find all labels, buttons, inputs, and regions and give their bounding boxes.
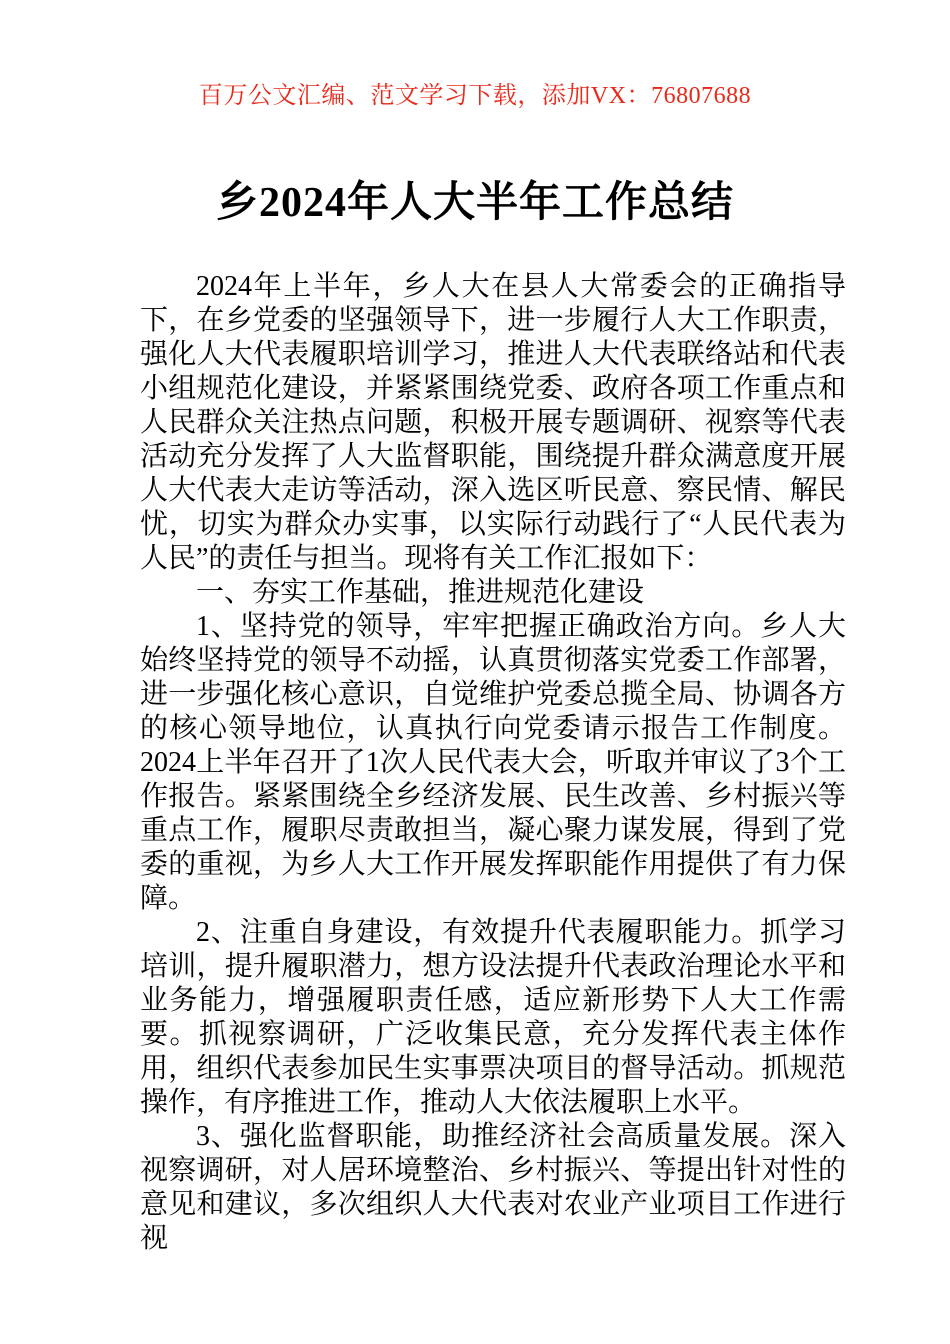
paragraph-point-2: 2、注重自身建设，有效提升代表履职能力。抓学习培训，提升履职潜力，想方设法提升代表政治理论水平和业务能力，增强履职责任感，适应新形势下人大工作需要。抓视察调研，广泛收集民意，充分发挥代表主体作用，组织代表参加民生实事票决项目的督导活动。抓规范操作，有序推进工作，推动人大依法履职上水平。 <box>140 917 846 1118</box>
paragraph-point-1: 1、坚持党的领导，牢牢把握正确政治方向。乡人大始终坚持党的领导不动摇，认真贯彻落实党委工作部署，进一步强化核心意识，自觉维护党委总揽全局、协调各方的核心领导地位，认真执行向党委请示报告工作制度。2024上半年召开了1次人民代表大会，听取并审议了3个工作报告。紧紧围绕全乡经济发展、民生改善、乡村振兴等重点工作，履职尽责敢担当，凝心聚力谋发展，得到了党委的重视，为乡人大工作开展发挥职能作用提供了有力保障。 <box>140 611 846 914</box>
document-title: 乡2024年人大半年工作总结 <box>215 180 734 226</box>
section-heading-1: 一、夯实工作基础，推进规范化建设 <box>196 577 645 608</box>
paragraph-point-3: 3、强化监督职能，助推经济社会高质量发展。深入视察调研，对人居环境整治、乡村振兴、等提出针对性的意见和建议，多次组织人大代表对农业产业项目工作进行视 <box>140 1121 846 1254</box>
paragraph-intro: 2024年上半年，乡人大在县人大常委会的正确指导下，在乡党委的坚强领导下，进一步履行人大工作职责，强化人大代表履职培训学习，推进人大代表联络站和代表小组规范化建设，并紧紧围绕党委、政府各项工作重点和人民群众关注热点问题，积极开展专题调研、视察等代表活动充分发挥了人大监督职能，围绕提升群众满意度开展人大代表大走访等活动，深入选区听民意、察民情、解民忧，切实为群众办实事，以实际行动践行了“人民代表为人民”的责任与担当。现将有关工作汇报如下： <box>140 271 846 574</box>
document-body <box>140 270 846 1256</box>
promo-notice: 百万公文汇编、范文学习下载，添加VX：76807688 <box>198 83 752 109</box>
